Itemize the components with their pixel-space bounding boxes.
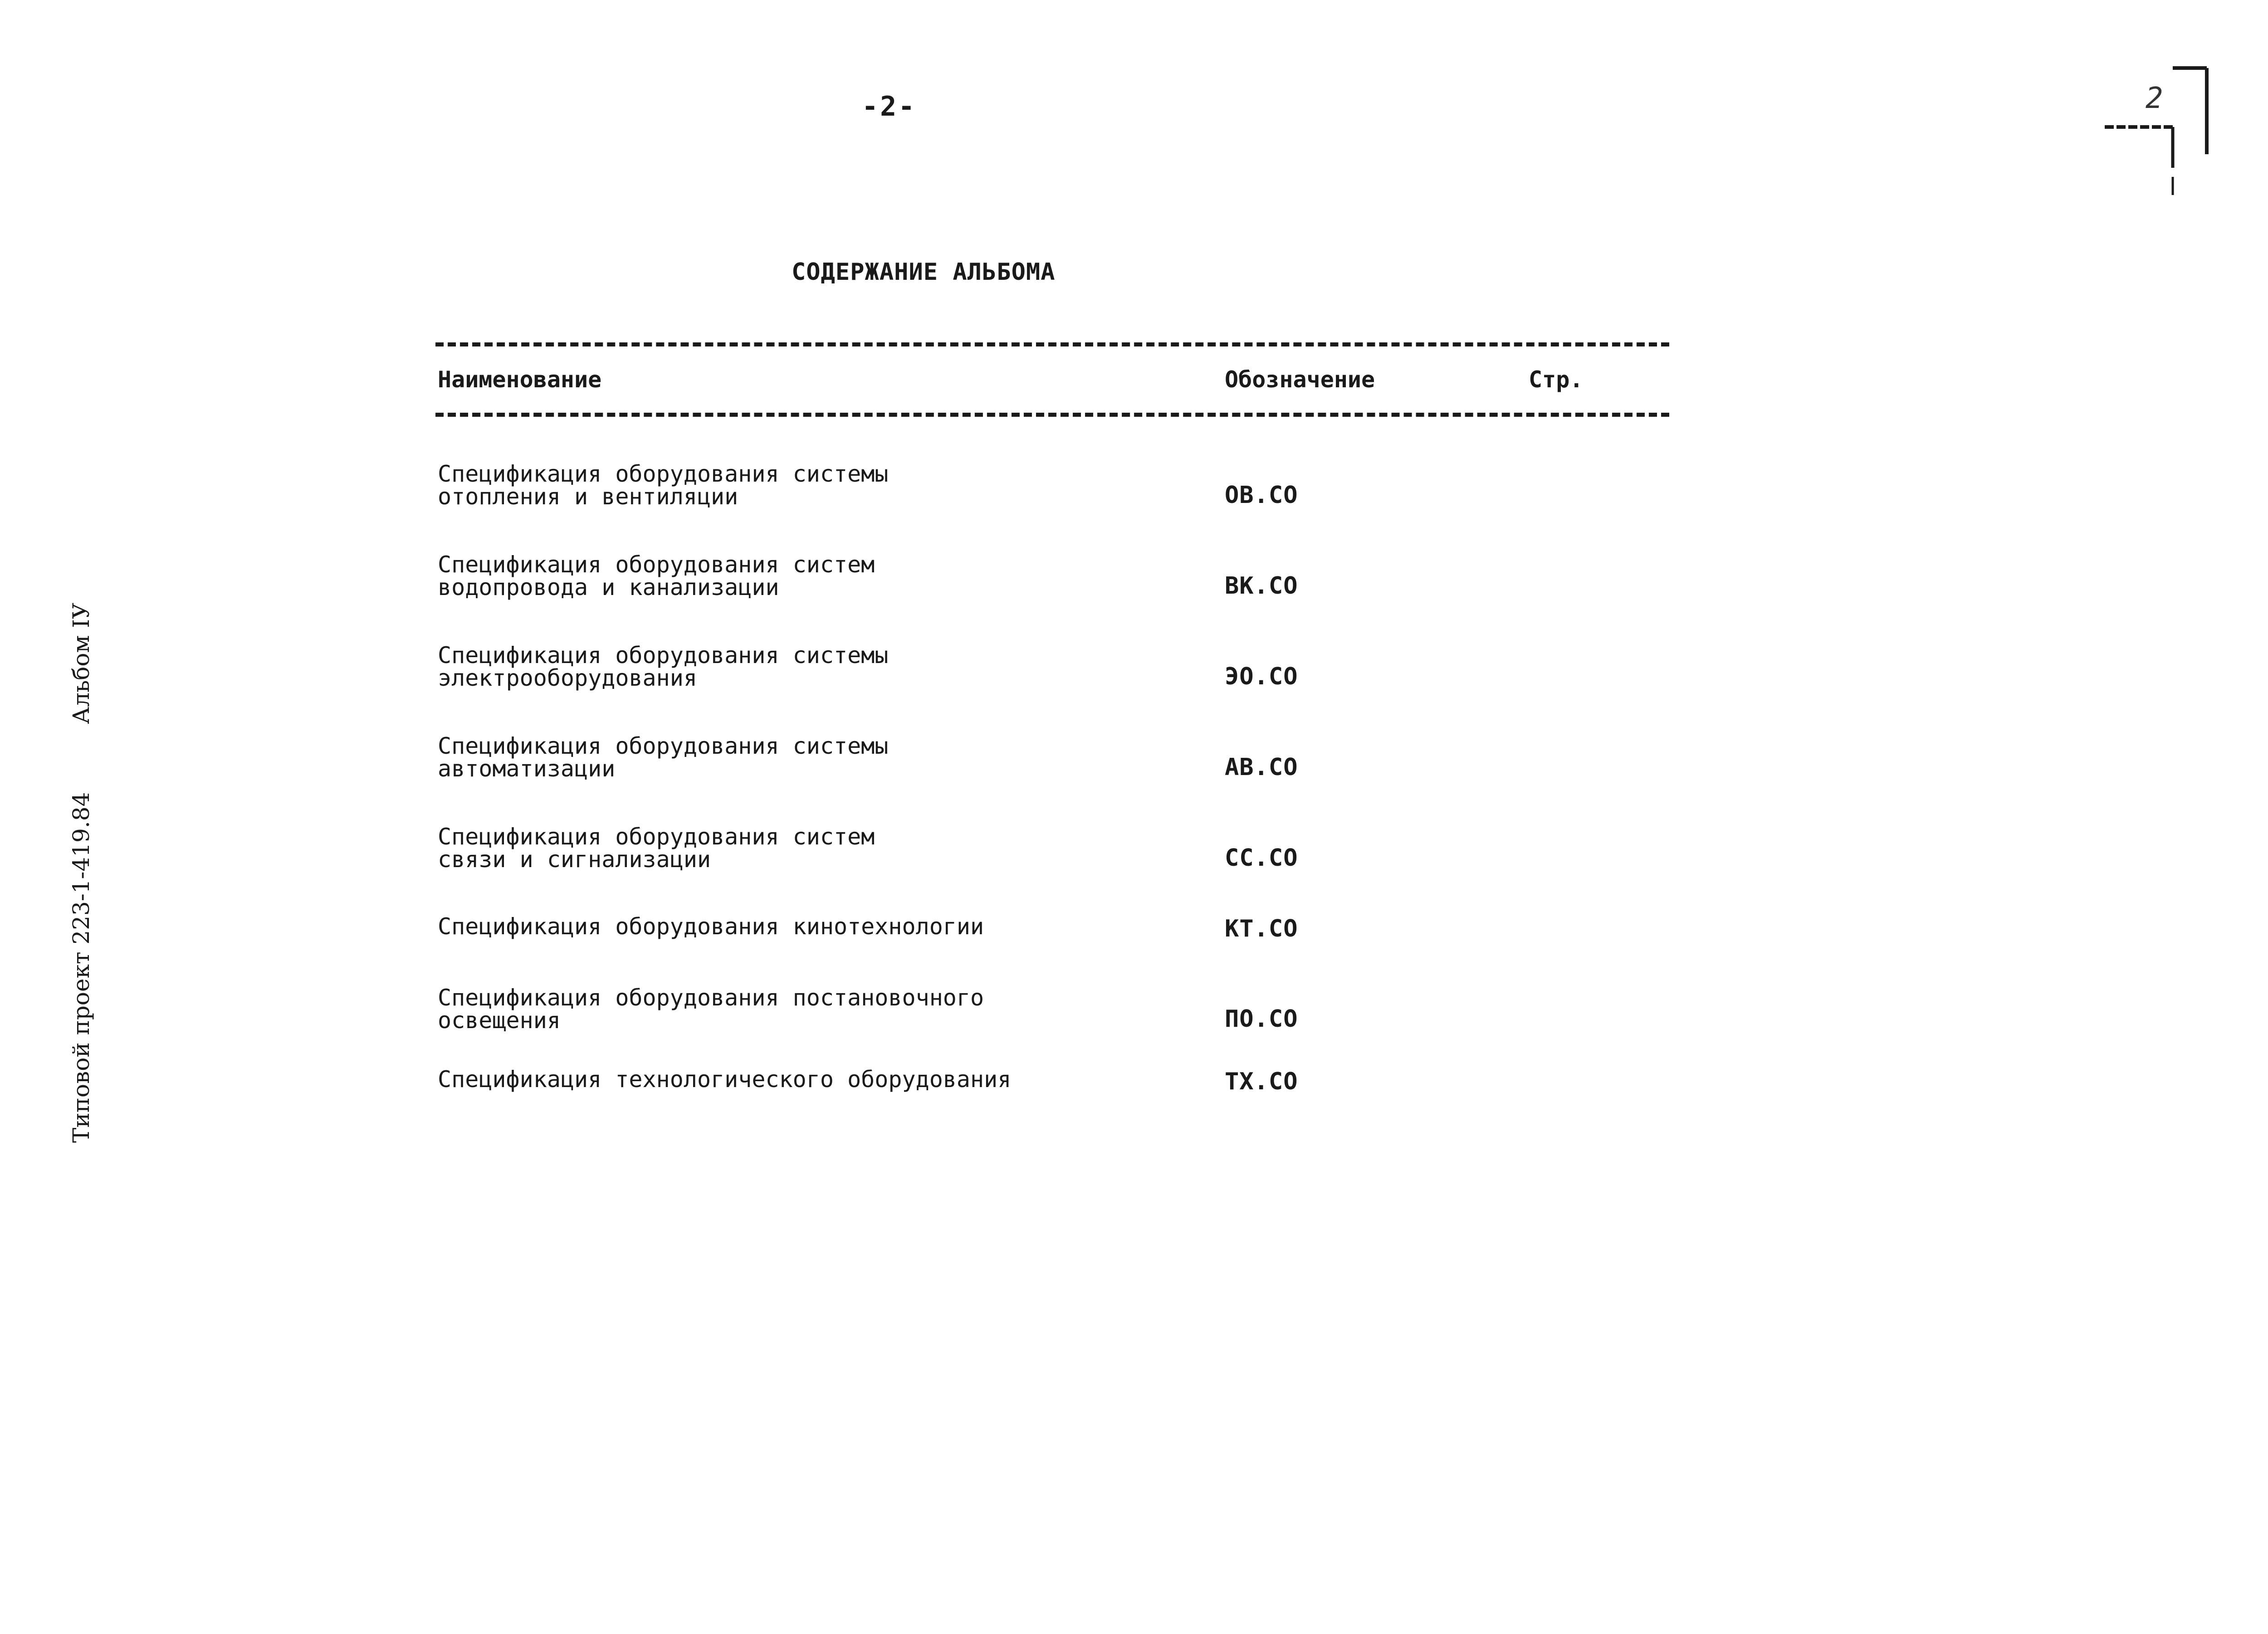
- sheet-corner-mark: [2105, 63, 2218, 200]
- column-header-code: Обозначение: [1225, 366, 1375, 393]
- row-code: СС.СО: [1225, 844, 1298, 872]
- row-name: Спецификация оборудования постановочного освещения: [438, 985, 984, 1034]
- row-code: ТХ.СО: [1225, 1068, 1298, 1095]
- row-name: Спецификация оборудования систем связи и сигнализации: [438, 824, 875, 873]
- project-designation: Типовой проект 223-1-419.84: [68, 792, 94, 1143]
- row-code: ОВ.СО: [1225, 482, 1298, 509]
- column-header-page: Стр.: [1529, 366, 1584, 393]
- side-stamp: [68, 553, 94, 1143]
- row-name: Спецификация оборудования системы автоматизации: [438, 733, 889, 782]
- row-code: ПО.СО: [1225, 1005, 1298, 1033]
- row-name: Спецификация оборудования системы электрооборудования: [438, 642, 889, 691]
- column-header-name: Наименование: [438, 366, 602, 393]
- row-code: КТ.СО: [1225, 915, 1298, 942]
- table-top-rule: [435, 342, 1669, 346]
- row-name: Спецификация оборудования систем водопровода и канализации: [438, 551, 875, 600]
- row-name: Спецификация оборудования системы отопления и вентиляции: [438, 461, 889, 510]
- row-code: АВ.СО: [1225, 754, 1298, 781]
- row-name: Спецификация оборудования кинотехнологии: [438, 913, 984, 940]
- document-title: СОДЕРЖАНИЕ АЛЬБОМА: [792, 259, 1056, 286]
- sheet-number: 2: [2146, 82, 2163, 115]
- row-code: ЭО.СО: [1225, 663, 1298, 690]
- table-header-rule: [435, 413, 1669, 417]
- row-code: ВК.СО: [1225, 572, 1298, 600]
- page-number: -2-: [862, 91, 917, 122]
- album-number: Альбом IУ: [68, 602, 94, 724]
- row-name: Спецификация технологического оборудования: [438, 1066, 1012, 1093]
